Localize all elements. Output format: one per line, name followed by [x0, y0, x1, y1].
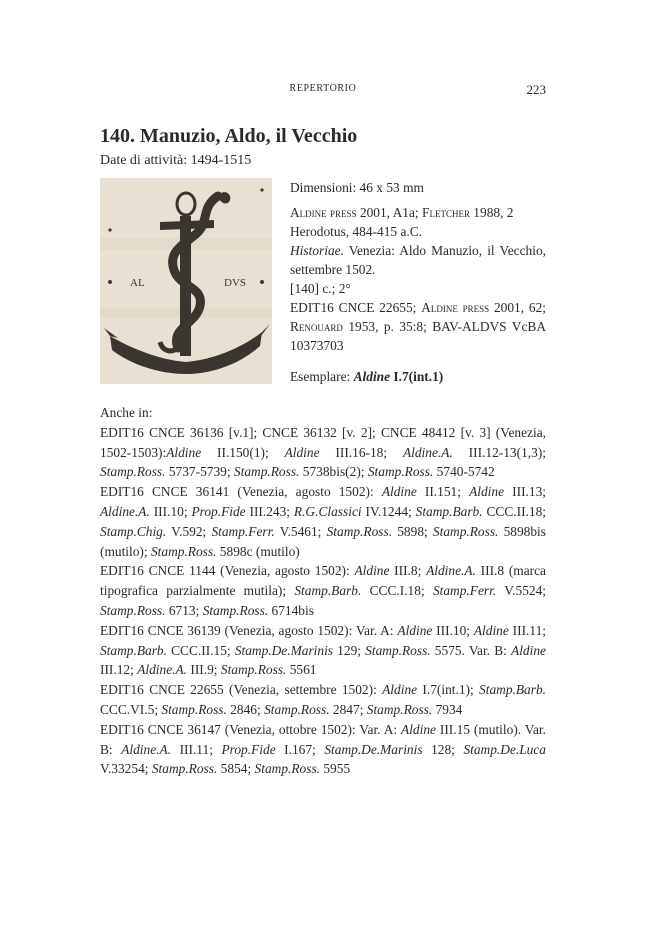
references-line: Aldine press 2001, A1a; Fletcher 1988, 2: [290, 205, 514, 220]
mark-text-al: AL: [130, 277, 145, 289]
holding-entry: EDIT16 CNCE 36147 (Venezia, ottobre 1502): Var. A: Aldine III.15 (mutilo). Var. B: Aldine.A. III.11; Prop.Fide I.167; Stamp.De.Marinis 128; Stamp.De.Luca V.33254; Stamp.Ross. 5854; Stamp.Ross. 5955: [100, 721, 547, 777]
work-title: Historiae.: [290, 243, 344, 258]
mark-text-dvs: DVS: [224, 277, 247, 289]
exemplar-shelfmark: I.7(int.1): [390, 369, 444, 384]
activity-dates: Date di attività: 1494-1515: [100, 153, 252, 168]
work-imprint: Historiae. Venezia: Aldo Manuzio, il Vecchio, settembre 1502.: [290, 243, 546, 277]
anchor-dolphin-icon: [100, 178, 272, 384]
mark-details: [290, 178, 546, 386]
holding-entry: EDIT16 CNCE 1144 (Venezia, agosto 1502): Aldine III.8; Aldine.A. III.8 (marca tipografica parzialmente mutila); Stamp.Barb. CCC.I.18; Stamp.Ferr. V.5524; Stamp.Ross. 6713; Stamp.Ross. 6714bis: [100, 563, 546, 618]
also-in-heading: Anche in:: [100, 405, 153, 420]
holding-entry: EDIT16 CNCE 36136 [v.1]; CNCE 36132 [v. 2]; CNCE 48412 [v. 3] (Venezia, 1502-1503):Aldine II.150(1); Aldine III.16-18; Aldine.A. III.12-13(1,3); Stamp.Ross. 5737-5739; Stamp.Ross. 5738bis(2); Stamp.Ross. 5740-5742: [100, 424, 546, 480]
author: Herodotus, 484-415 a.C.: [290, 224, 423, 239]
ref-aldine-press: Aldine press: [290, 205, 357, 220]
holding-entry: EDIT16 CNCE 22655 (Venezia, settembre 1502): Aldine I.7(int.1); Stamp.Barb. CCC.VI.5; Stamp.Ross. 2846; Stamp.Ross. 2847; Stamp.Ross. 7934: [100, 682, 546, 717]
ref-fletcher: Fletcher: [422, 205, 470, 220]
exemplar-collection: Aldine: [353, 369, 391, 384]
entry-title: 140. Manuzio, Aldo, il Vecchio: [100, 125, 358, 147]
exemplar: Esemplare: Aldine I.7(int.1): [290, 369, 444, 384]
collation: [140] c.; 2°: [290, 281, 351, 296]
page-number: 223: [526, 82, 546, 97]
dimensions: Dimensioni: 46 x 53 mm: [290, 180, 424, 195]
running-title: REPERTORIO: [289, 83, 357, 94]
edit16-references: EDIT16 CNCE 22655; Aldine press 2001, 62; Renouard 1953, p. 35:8; BAV-ALDVS VcBA 10373703: [290, 300, 547, 353]
printer-mark-image: [100, 178, 272, 384]
holding-entry: EDIT16 CNCE 36141 (Venezia, agosto 1502): Aldine II.151; Aldine III.13; Aldine.A. III.10; Prop.Fide III.243; R.G.Classici IV.1244; Stamp.Barb. CCC.II.18; Stamp.Chig. V.592; Stamp.Ferr. V.5461; Stamp.Ross. 5898; Stamp.Ross. 5898bis (mutilo); Stamp.Ross. 5898c (mutilo): [100, 484, 546, 559]
also-in-list: [100, 423, 546, 779]
also-in-section: [100, 403, 546, 779]
holding-entry: EDIT16 CNCE 36139 (Venezia, agosto 1502): Var. A: Aldine III.10; Aldine III.11; Stamp.Barb. CCC.II.15; Stamp.De.Marinis 129; Stamp.Ross. 5575. Var. B: Aldine III.12; Aldine.A. III.9; Stamp.Ross. 5561: [100, 622, 546, 678]
running-head: [100, 83, 546, 97]
